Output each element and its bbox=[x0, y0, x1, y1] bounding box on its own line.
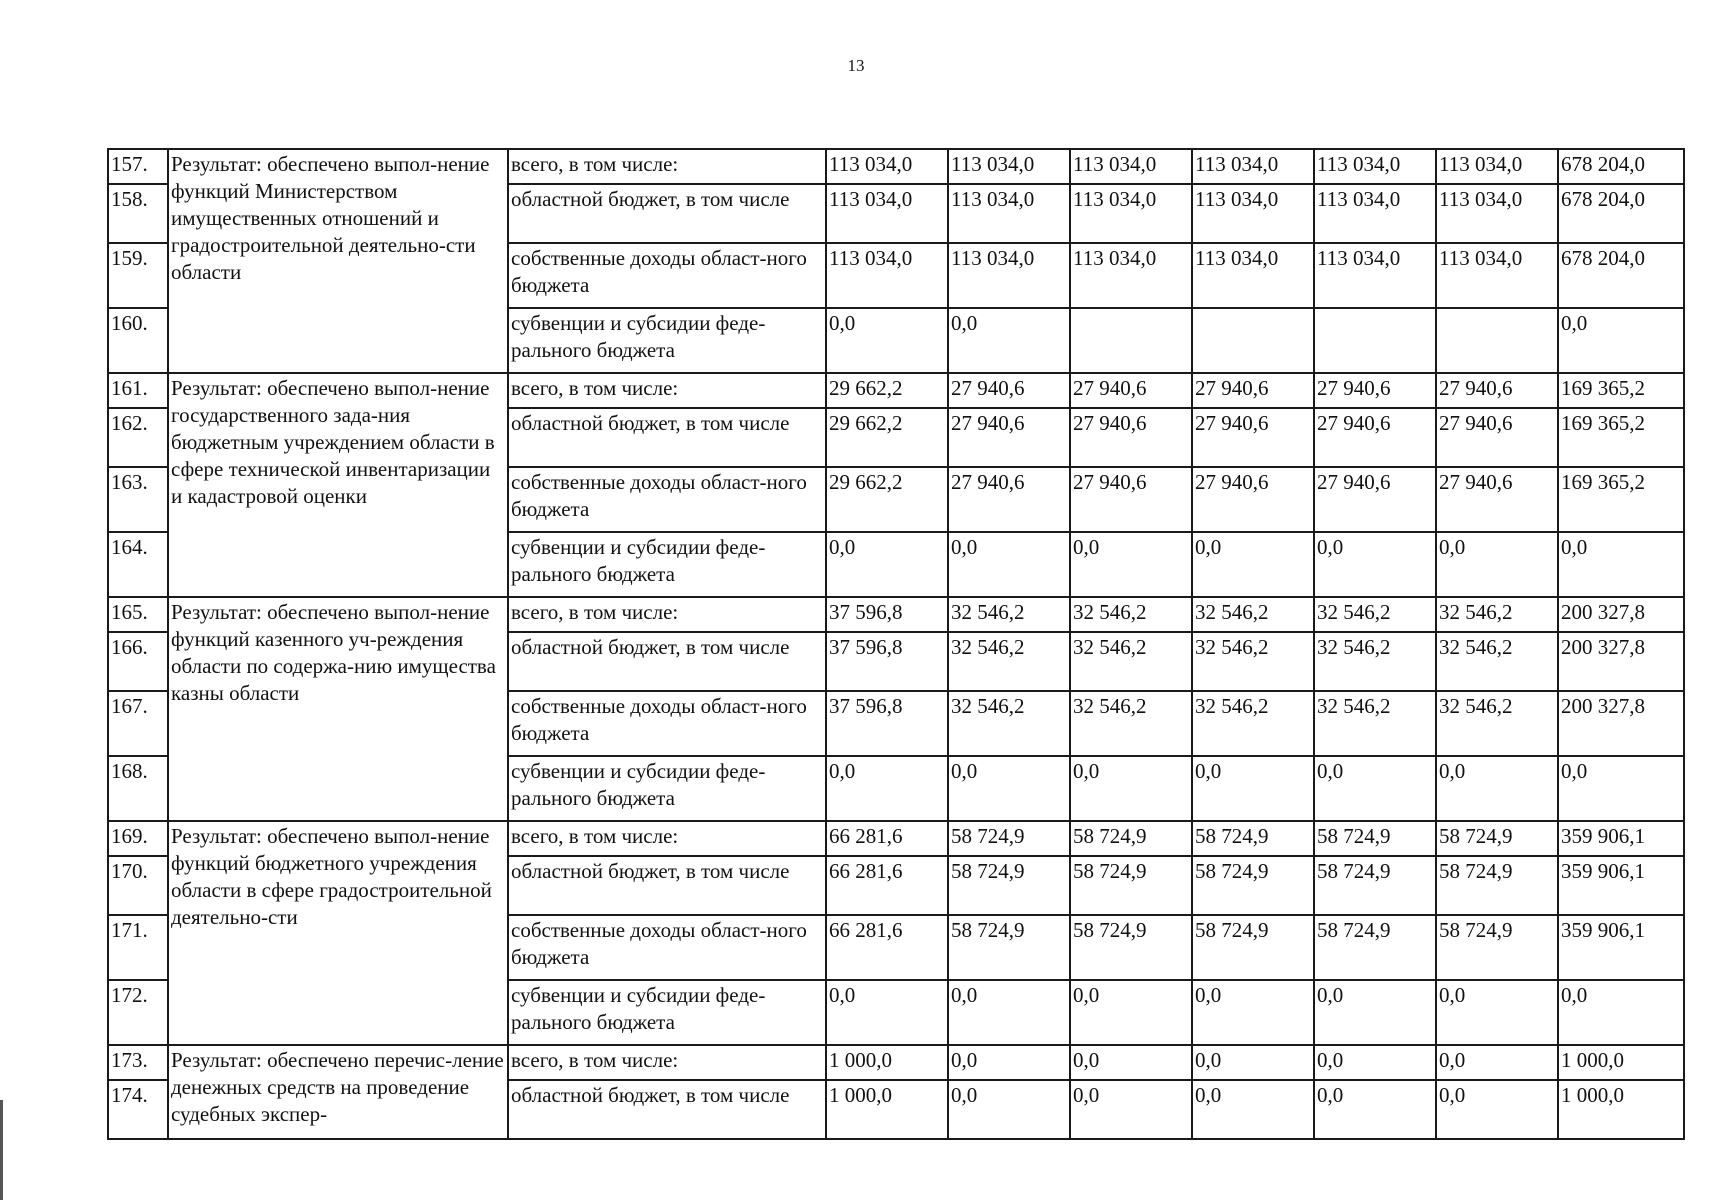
year-value-cell: 29 662,2 bbox=[826, 408, 948, 467]
funding-source: всего, в том числе: bbox=[508, 149, 826, 184]
funding-source: областной бюджет, в том числе bbox=[508, 856, 826, 915]
year-value-cell: 0,0 bbox=[1192, 980, 1314, 1045]
funding-source: субвенции и субсидии феде-рального бюджета bbox=[508, 308, 826, 373]
year-value-cell: 58 724,9 bbox=[1314, 856, 1436, 915]
row-number: 170. bbox=[108, 856, 168, 915]
year-value-cell: 0,0 bbox=[948, 756, 1070, 821]
year-value-cell: 32 546,2 bbox=[1436, 632, 1558, 691]
year-value-cell: 113 034,0 bbox=[1314, 243, 1436, 308]
year-value-cell: 27 940,6 bbox=[1070, 373, 1192, 408]
year-value-cell: 27 940,6 bbox=[948, 467, 1070, 532]
year-value-cell: 0,0 bbox=[826, 532, 948, 597]
year-value-cell: 32 546,2 bbox=[1070, 597, 1192, 632]
table-row bbox=[108, 149, 1684, 184]
total-value-cell: 169 365,2 bbox=[1558, 373, 1684, 408]
year-value-cell: 113 034,0 bbox=[948, 184, 1070, 243]
year-value-cell: 0,0 bbox=[1436, 980, 1558, 1045]
year-value-cell: 113 034,0 bbox=[948, 149, 1070, 184]
year-value-cell: 58 724,9 bbox=[1192, 915, 1314, 980]
year-value-cell: 27 940,6 bbox=[1314, 408, 1436, 467]
year-value-cell: 0,0 bbox=[1070, 532, 1192, 597]
year-value-cell: 27 940,6 bbox=[1436, 373, 1558, 408]
year-value-cell: 0,0 bbox=[1314, 980, 1436, 1045]
total-value-cell: 169 365,2 bbox=[1558, 467, 1684, 532]
total-value-cell: 0,0 bbox=[1558, 756, 1684, 821]
year-value-cell: 113 034,0 bbox=[1192, 149, 1314, 184]
year-value-cell: 58 724,9 bbox=[1436, 915, 1558, 980]
total-value-cell: 678 204,0 bbox=[1558, 184, 1684, 243]
row-number: 168. bbox=[108, 756, 168, 821]
year-value-cell: 0,0 bbox=[1192, 756, 1314, 821]
row-number: 173. bbox=[108, 1045, 168, 1080]
year-value-cell: 66 281,6 bbox=[826, 821, 948, 856]
year-value-cell: 27 940,6 bbox=[948, 373, 1070, 408]
year-value-cell: 58 724,9 bbox=[1192, 856, 1314, 915]
total-value-cell: 0,0 bbox=[1558, 980, 1684, 1045]
result-description: Результат: обеспечено выпол-нение функций Министерством имущественных отношений и градостроительной деятельно-сти области bbox=[168, 149, 508, 373]
total-value-cell: 169 365,2 bbox=[1558, 408, 1684, 467]
year-value-cell: 58 724,9 bbox=[1314, 821, 1436, 856]
year-value-cell: 0,0 bbox=[1436, 1080, 1558, 1139]
year-value-cell: 32 546,2 bbox=[1436, 597, 1558, 632]
total-value-cell: 200 327,8 bbox=[1558, 691, 1684, 756]
total-value-cell: 1 000,0 bbox=[1558, 1045, 1684, 1080]
year-value-cell: 113 034,0 bbox=[948, 243, 1070, 308]
year-value-cell: 0,0 bbox=[826, 308, 948, 373]
total-value-cell: 200 327,8 bbox=[1558, 632, 1684, 691]
row-number: 159. bbox=[108, 243, 168, 308]
year-value-cell: 0,0 bbox=[1192, 1045, 1314, 1080]
year-value-cell: 37 596,8 bbox=[826, 691, 948, 756]
year-value-cell: 58 724,9 bbox=[1070, 915, 1192, 980]
table-row bbox=[108, 1045, 1684, 1080]
total-value-cell: 678 204,0 bbox=[1558, 149, 1684, 184]
year-value-cell: 0,0 bbox=[1314, 756, 1436, 821]
year-value-cell: 27 940,6 bbox=[1192, 467, 1314, 532]
funding-source: областной бюджет, в том числе bbox=[508, 632, 826, 691]
year-value-cell: 32 546,2 bbox=[1436, 691, 1558, 756]
total-value-cell: 0,0 bbox=[1558, 532, 1684, 597]
result-description: Результат: обеспечено выпол-нение государственного зада-ния бюджетным учреждением области в сфере технической инвентаризации и кадастровой оценки bbox=[168, 373, 508, 597]
year-value-cell: 27 940,6 bbox=[1436, 467, 1558, 532]
total-value-cell: 359 906,1 bbox=[1558, 821, 1684, 856]
table-body bbox=[108, 149, 1684, 1139]
scan-edge-mark bbox=[0, 1100, 3, 1200]
year-value-cell: 32 546,2 bbox=[1314, 632, 1436, 691]
year-value-cell: 32 546,2 bbox=[1192, 632, 1314, 691]
total-value-cell: 678 204,0 bbox=[1558, 243, 1684, 308]
year-value-cell bbox=[1070, 308, 1192, 373]
year-value-cell: 27 940,6 bbox=[1436, 408, 1558, 467]
year-value-cell: 113 034,0 bbox=[1192, 184, 1314, 243]
year-value-cell: 0,0 bbox=[1436, 1045, 1558, 1080]
row-number: 171. bbox=[108, 915, 168, 980]
funding-source: собственные доходы област-ного бюджета bbox=[508, 915, 826, 980]
year-value-cell: 27 940,6 bbox=[1070, 408, 1192, 467]
year-value-cell: 0,0 bbox=[826, 980, 948, 1045]
year-value-cell: 1 000,0 bbox=[826, 1045, 948, 1080]
year-value-cell: 0,0 bbox=[1192, 532, 1314, 597]
year-value-cell: 113 034,0 bbox=[1192, 243, 1314, 308]
year-value-cell: 1 000,0 bbox=[826, 1080, 948, 1139]
year-value-cell: 58 724,9 bbox=[1314, 915, 1436, 980]
year-value-cell: 0,0 bbox=[1192, 1080, 1314, 1139]
funding-source: собственные доходы област-ного бюджета bbox=[508, 691, 826, 756]
year-value-cell: 29 662,2 bbox=[826, 467, 948, 532]
year-value-cell: 113 034,0 bbox=[1436, 149, 1558, 184]
year-value-cell: 113 034,0 bbox=[826, 184, 948, 243]
year-value-cell: 32 546,2 bbox=[948, 691, 1070, 756]
year-value-cell: 66 281,6 bbox=[826, 915, 948, 980]
row-number: 162. bbox=[108, 408, 168, 467]
total-value-cell: 359 906,1 bbox=[1558, 915, 1684, 980]
year-value-cell: 0,0 bbox=[1070, 1080, 1192, 1139]
year-value-cell: 58 724,9 bbox=[1070, 856, 1192, 915]
table-row bbox=[108, 821, 1684, 856]
year-value-cell: 113 034,0 bbox=[826, 149, 948, 184]
year-value-cell: 0,0 bbox=[1314, 532, 1436, 597]
funding-source: всего, в том числе: bbox=[508, 1045, 826, 1080]
budget-table bbox=[107, 148, 1685, 1140]
funding-source: всего, в том числе: bbox=[508, 821, 826, 856]
result-description: Результат: обеспечено выпол-нение функций бюджетного учреждения области в сфере градостроительной деятельно-сти bbox=[168, 821, 508, 1045]
year-value-cell: 32 546,2 bbox=[948, 632, 1070, 691]
year-value-cell: 58 724,9 bbox=[1192, 821, 1314, 856]
year-value-cell: 37 596,8 bbox=[826, 597, 948, 632]
page-number: 13 bbox=[847, 56, 865, 75]
year-value-cell: 37 596,8 bbox=[826, 632, 948, 691]
year-value-cell bbox=[1436, 308, 1558, 373]
funding-source: субвенции и субсидии феде-рального бюджета bbox=[508, 532, 826, 597]
year-value-cell: 113 034,0 bbox=[1436, 184, 1558, 243]
year-value-cell: 113 034,0 bbox=[1070, 243, 1192, 308]
year-value-cell: 66 281,6 bbox=[826, 856, 948, 915]
year-value-cell: 58 724,9 bbox=[1436, 821, 1558, 856]
funding-source: областной бюджет, в том числе bbox=[508, 408, 826, 467]
table-row bbox=[108, 373, 1684, 408]
table-row bbox=[108, 597, 1684, 632]
year-value-cell: 32 546,2 bbox=[1192, 691, 1314, 756]
year-value-cell: 27 940,6 bbox=[1192, 373, 1314, 408]
funding-source: собственные доходы област-ного бюджета bbox=[508, 467, 826, 532]
year-value-cell: 32 546,2 bbox=[1070, 632, 1192, 691]
funding-source: субвенции и субсидии феде-рального бюджета bbox=[508, 980, 826, 1045]
row-number: 167. bbox=[108, 691, 168, 756]
year-value-cell: 0,0 bbox=[1070, 756, 1192, 821]
row-number: 161. bbox=[108, 373, 168, 408]
funding-source: областной бюджет, в том числе bbox=[508, 1080, 826, 1139]
row-number: 160. bbox=[108, 308, 168, 373]
result-description: Результат: обеспечено выпол-нение функций казенного уч-реждения области по содержа-нию имущества казны области bbox=[168, 597, 508, 821]
total-value-cell: 359 906,1 bbox=[1558, 856, 1684, 915]
funding-source: всего, в том числе: bbox=[508, 373, 826, 408]
year-value-cell: 0,0 bbox=[1070, 980, 1192, 1045]
total-value-cell: 200 327,8 bbox=[1558, 597, 1684, 632]
row-number: 174. bbox=[108, 1080, 168, 1139]
year-value-cell: 113 034,0 bbox=[1314, 149, 1436, 184]
year-value-cell: 32 546,2 bbox=[1314, 691, 1436, 756]
year-value-cell: 27 940,6 bbox=[1192, 408, 1314, 467]
total-value-cell: 1 000,0 bbox=[1558, 1080, 1684, 1139]
year-value-cell: 0,0 bbox=[1436, 532, 1558, 597]
year-value-cell: 0,0 bbox=[948, 308, 1070, 373]
row-number: 169. bbox=[108, 821, 168, 856]
year-value-cell: 0,0 bbox=[1314, 1045, 1436, 1080]
year-value-cell: 27 940,6 bbox=[948, 408, 1070, 467]
year-value-cell: 32 546,2 bbox=[1314, 597, 1436, 632]
year-value-cell: 113 034,0 bbox=[1070, 184, 1192, 243]
funding-source: субвенции и субсидии феде-рального бюджета bbox=[508, 756, 826, 821]
year-value-cell: 32 546,2 bbox=[1192, 597, 1314, 632]
year-value-cell: 29 662,2 bbox=[826, 373, 948, 408]
year-value-cell: 27 940,6 bbox=[1314, 373, 1436, 408]
year-value-cell: 113 034,0 bbox=[1436, 243, 1558, 308]
year-value-cell: 27 940,6 bbox=[1070, 467, 1192, 532]
year-value-cell: 113 034,0 bbox=[1070, 149, 1192, 184]
row-number: 158. bbox=[108, 184, 168, 243]
year-value-cell: 58 724,9 bbox=[948, 821, 1070, 856]
year-value-cell: 58 724,9 bbox=[948, 856, 1070, 915]
funding-source: собственные доходы област-ного бюджета bbox=[508, 243, 826, 308]
year-value-cell: 113 034,0 bbox=[1314, 184, 1436, 243]
row-number: 172. bbox=[108, 980, 168, 1045]
year-value-cell: 0,0 bbox=[948, 1080, 1070, 1139]
year-value-cell: 0,0 bbox=[1070, 1045, 1192, 1080]
year-value-cell bbox=[1192, 308, 1314, 373]
year-value-cell: 32 546,2 bbox=[948, 597, 1070, 632]
row-number: 166. bbox=[108, 632, 168, 691]
year-value-cell: 32 546,2 bbox=[1070, 691, 1192, 756]
funding-source: областной бюджет, в том числе bbox=[508, 184, 826, 243]
year-value-cell: 0,0 bbox=[826, 756, 948, 821]
year-value-cell: 58 724,9 bbox=[1436, 856, 1558, 915]
row-number: 163. bbox=[108, 467, 168, 532]
year-value-cell: 0,0 bbox=[948, 1045, 1070, 1080]
funding-source: всего, в том числе: bbox=[508, 597, 826, 632]
year-value-cell: 0,0 bbox=[1436, 756, 1558, 821]
row-number: 164. bbox=[108, 532, 168, 597]
year-value-cell: 27 940,6 bbox=[1314, 467, 1436, 532]
year-value-cell bbox=[1314, 308, 1436, 373]
row-number: 165. bbox=[108, 597, 168, 632]
year-value-cell: 0,0 bbox=[1314, 1080, 1436, 1139]
year-value-cell: 0,0 bbox=[948, 980, 1070, 1045]
year-value-cell: 58 724,9 bbox=[948, 915, 1070, 980]
result-description: Результат: обеспечено перечис-ление денежных средств на проведение судебных экспер- bbox=[168, 1045, 508, 1139]
year-value-cell: 113 034,0 bbox=[826, 243, 948, 308]
row-number: 157. bbox=[108, 149, 168, 184]
year-value-cell: 58 724,9 bbox=[1070, 821, 1192, 856]
total-value-cell: 0,0 bbox=[1558, 308, 1684, 373]
year-value-cell: 0,0 bbox=[948, 532, 1070, 597]
